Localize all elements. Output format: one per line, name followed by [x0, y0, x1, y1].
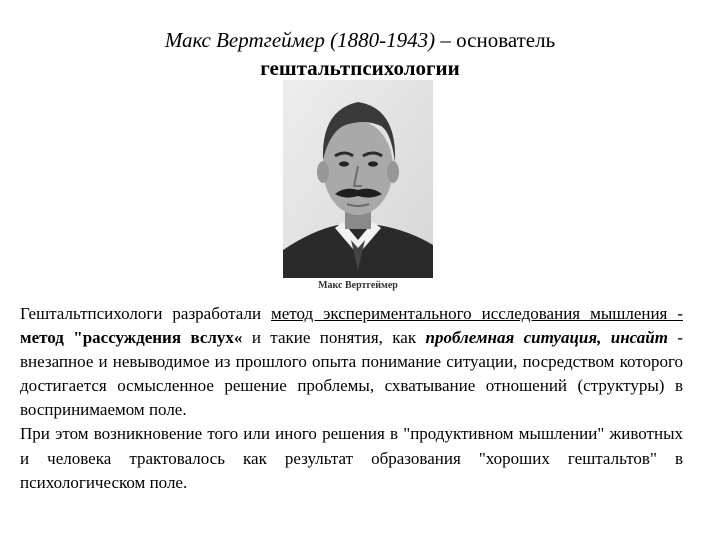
p1-text-6: - внезапное и невыводимое из прошлого опыта понимание ситуации, посредством которого достигается осмысленное решение проблемы, схватывание отношений (структуры) в воспринимаемом поле. — [20, 328, 683, 420]
p1-text-1: Гештальтпсихологи разработали — [20, 304, 271, 323]
p1-think-aloud-method: метод "рассуждения вслух« — [20, 328, 243, 348]
paragraph-2: При этом возникновение того или иного решения в "продуктивном мышлении" животных и человека трактовалось как результат образования "хороших гештальтов" в психологическом поле. — [20, 424, 683, 492]
p1-text-4: и такие понятия, как — [242, 328, 426, 348]
photo-caption: Макс Вертгеймер — [318, 280, 398, 291]
body-text — [20, 302, 683, 495]
portrait-image — [283, 80, 433, 278]
title-years: (1880-1943) — [330, 28, 436, 52]
title-line2: гештальтпсихологии — [260, 56, 460, 80]
p1-method-underlined: метод экспериментального исследования мышления - — [271, 304, 683, 323]
paragraph-1 — [20, 302, 683, 422]
title-name: Макс Вертгеймер — [164, 28, 325, 52]
portrait-photo — [283, 80, 433, 278]
p1-problem-insight: проблемная ситуация, инсайт — [425, 328, 668, 348]
title-dash-text: – основатель — [435, 28, 556, 52]
slide-title — [0, 26, 720, 82]
